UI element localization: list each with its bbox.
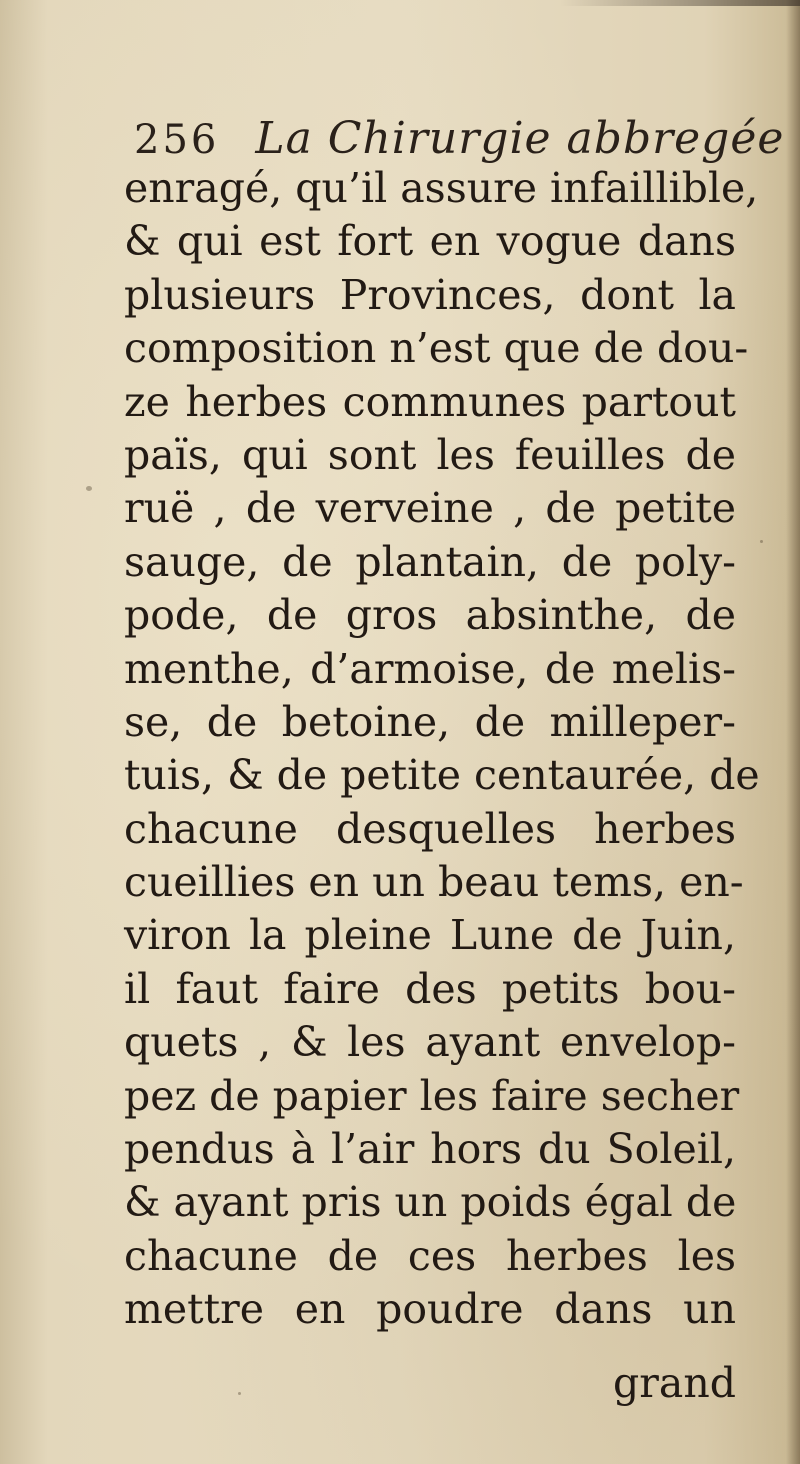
- text-line: composition n’est que de dou-: [124, 324, 749, 373]
- text-line: sauge, de plantain, de poly-: [124, 537, 736, 586]
- text-line: ze herbes communes partout: [124, 377, 736, 426]
- text-line: menthe, d’armoise, de melis-: [124, 644, 736, 693]
- text-line: pez de papier les faire secher: [124, 1071, 740, 1120]
- text-line: viron la pleine Lune de Juin,: [124, 911, 736, 960]
- text-line: cueillies en un beau tems, en-: [124, 858, 744, 907]
- text-line: enragé, qu’il assure infaillible,: [124, 164, 759, 212]
- page-top-edge: [560, 0, 800, 6]
- text-line: quets , & les ayant envelop-: [124, 1018, 736, 1067]
- text-line: chacune de ces herbes les: [124, 1231, 736, 1280]
- catchword: grand: [613, 1359, 736, 1407]
- text-line: mettre en poudre dans un: [124, 1285, 736, 1334]
- text-line: il faut faire des petits bou-: [124, 964, 736, 1013]
- text-line: pendus à l’air hors du Soleil,: [124, 1125, 736, 1174]
- page-number: 256: [134, 117, 220, 163]
- text-line: plusieurs Provinces, dont la: [124, 270, 736, 319]
- text-line: se, de betoine, de milleper-: [124, 697, 736, 746]
- running-title: La Chirurgie abbregée: [255, 113, 785, 164]
- text-line: tuis, & de petite centaurée, de: [124, 751, 760, 800]
- page-edge-shadow: [786, 0, 800, 1464]
- body-text: [124, 162, 760, 1337]
- running-header: [134, 108, 785, 170]
- paper-speck: [86, 486, 92, 491]
- text-line: pode, de gros absinthe, de: [124, 591, 736, 640]
- text-line: & qui est fort en vogue dans: [124, 217, 736, 266]
- text-line: & ayant pris un poids égal de: [124, 1178, 737, 1227]
- text-line: païs, qui sont les feuilles de: [124, 430, 736, 479]
- text-line: ruë , de verveine , de petite: [124, 484, 736, 533]
- text-line: chacune desquelles herbes: [124, 804, 736, 853]
- paper-speck: [760, 540, 763, 543]
